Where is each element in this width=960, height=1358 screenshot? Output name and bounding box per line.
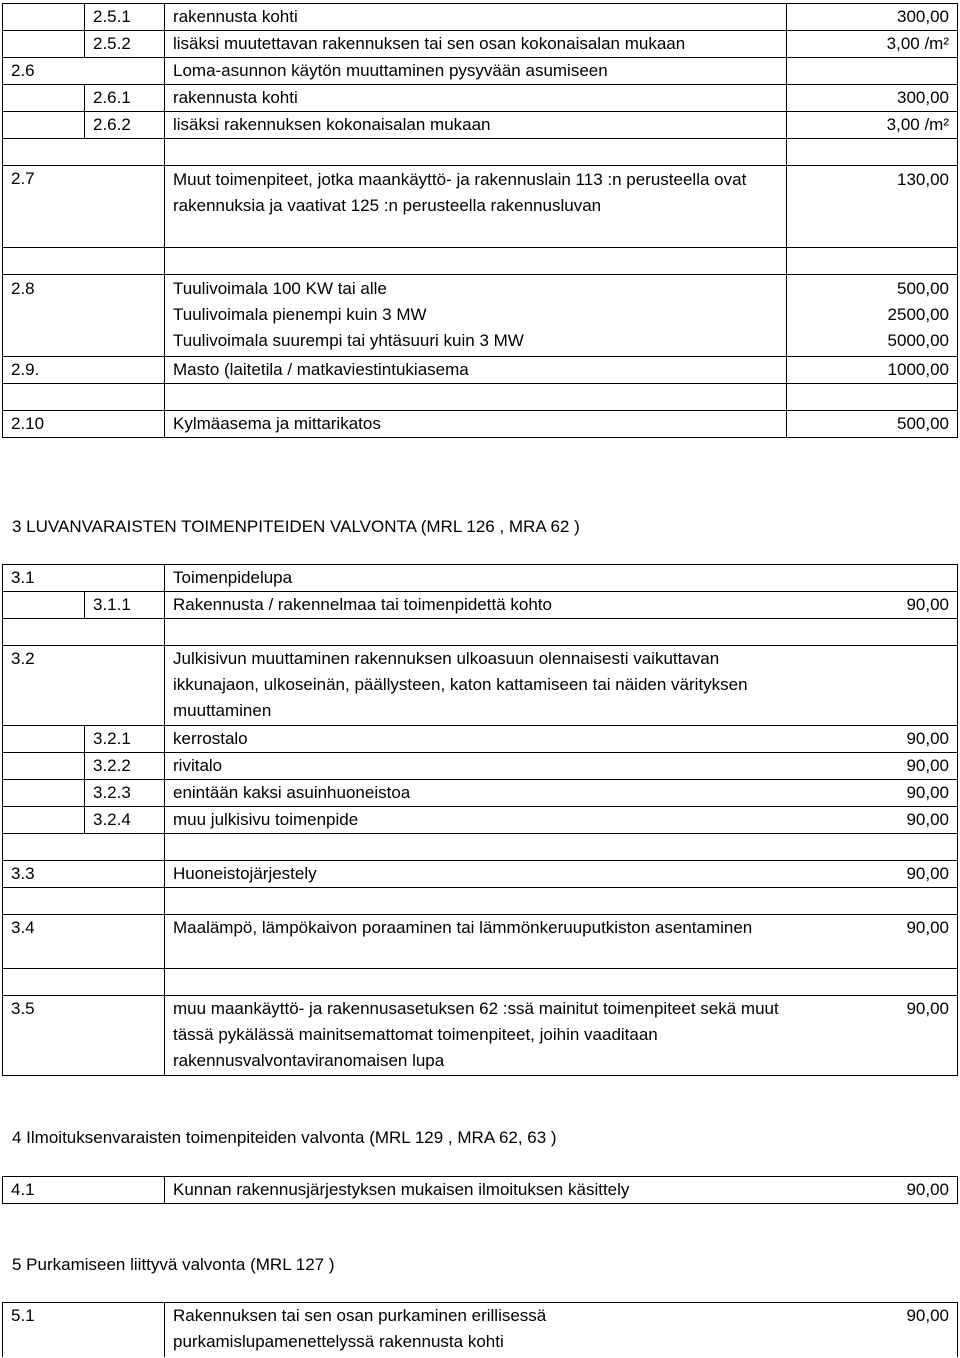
row-number: 3.2.4 — [85, 807, 165, 833]
row-number: 2.8 — [3, 275, 165, 356]
section-3-heading: 3 LUVANVARAISTEN TOIMENPITEIDEN VALVONTA (MRL 126 , MRA 62 ) — [12, 517, 580, 536]
section-4-heading: 4 Ilmoituksenvaraisten toimenpiteiden valvonta (MRL 129 , MRA 62, 63 ) — [12, 1128, 557, 1147]
row-text: Muut toimenpiteet, jotka maankäyttö- ja rakennuslain 113 :n perusteella ovat rakennuksia ja vaativat 125 :n perusteella rakennusluvan — [165, 166, 787, 247]
row-text: kerrostalo — [173, 729, 248, 748]
row-number: 3.2.3 — [85, 780, 165, 806]
row-price: 300,00 — [897, 88, 949, 107]
row-number: 3.3 — [3, 861, 165, 887]
row-text: Loma-asunnon käytön muuttaminen pysyvään asumiseen — [165, 58, 787, 84]
row-price: 90,00 — [906, 1306, 949, 1325]
row-price: 3,00 /m² — [886, 115, 949, 134]
row-price: 3,00 /m² — [886, 34, 949, 53]
row-price: 90,00 — [906, 783, 949, 802]
row-text: Rakennuksen tai sen osan purkaminen erillisessä purkamislupamenettelyssä rakennusta kohti — [173, 1306, 547, 1351]
row-price: 90,00 — [906, 756, 949, 775]
row-text: Masto (laitetila / matkaviestintukiasema — [165, 357, 787, 383]
row-number: 3.4 — [3, 915, 165, 968]
row-text: lisäksi muutettavan rakennuksen tai sen osan kokonaisalan mukaan — [165, 31, 787, 57]
row-price: 90,00 — [906, 595, 949, 614]
table-row — [2, 411, 958, 438]
table-row-spacer — [2, 384, 958, 411]
table-row — [2, 112, 958, 139]
row-price: 130,00 — [897, 170, 949, 189]
section-5-heading: 5 Purkamiseen liittyvä valvonta (MRL 127 ) — [12, 1255, 335, 1274]
row-number: 3.2.1 — [85, 726, 165, 752]
row-price: 90,00 — [906, 729, 949, 748]
table-row — [2, 58, 958, 85]
row-number: 3.2.2 — [85, 753, 165, 779]
row-text: Huoneistojärjestely — [173, 864, 317, 883]
row-number: 3.2 — [3, 646, 165, 725]
table-row — [2, 85, 958, 112]
row-text: rakennusta kohti — [165, 4, 787, 30]
table-row — [2, 592, 958, 619]
row-text: muu julkisivu toimenpide — [173, 810, 359, 829]
table-row — [2, 726, 958, 753]
turbine-price: 500,00 — [897, 279, 949, 298]
turbine-line: Tuulivoimala suurempi tai yhtäsuuri kuin 3 MW — [173, 331, 524, 350]
table-row-spacer — [2, 619, 958, 646]
row-text: rivitalo — [173, 756, 223, 775]
fee-table-section-5 — [2, 1302, 958, 1357]
row-price: 500,00 — [897, 414, 949, 433]
row-price: 300,00 — [897, 7, 949, 26]
row-text — [165, 275, 787, 356]
table-row — [2, 646, 958, 726]
row-price: 90,00 — [906, 918, 949, 937]
row-number: 3.5 — [3, 996, 165, 1075]
fee-table-section-3 — [2, 564, 958, 1076]
row-number: 2.7 — [3, 166, 165, 247]
row-text: Kylmäasema ja mittarikatos — [165, 411, 787, 437]
row-number: 5.1 — [3, 1303, 165, 1357]
table-row — [2, 996, 958, 1076]
row-text: Maalämpö, lämpökaivon poraaminen tai lämmönkeruuputkiston asentaminen — [173, 918, 753, 937]
row-number: 4.1 — [3, 1177, 165, 1203]
fee-table-section-2 — [2, 3, 958, 438]
row-text: Toimenpidelupa — [173, 568, 293, 587]
row-text: rakennusta kohti — [165, 85, 787, 111]
row-text: enintään kaksi asuinhuoneistoa — [173, 783, 411, 802]
table-row-spacer — [2, 888, 958, 915]
turbine-price: 5000,00 — [887, 331, 949, 350]
row-number: 3.1 — [3, 565, 165, 591]
row-text: lisäksi rakennuksen kokonaisalan mukaan — [165, 112, 787, 138]
row-text: Rakennusta / rakennelmaa tai toimenpidettä kohto — [173, 595, 552, 614]
table-row — [2, 753, 958, 780]
row-number: 2.9. — [3, 357, 165, 383]
turbine-price: 2500,00 — [887, 305, 949, 324]
row-number: 2.10 — [3, 411, 165, 437]
turbine-line: Tuulivoimala pienempi kuin 3 MW — [173, 305, 427, 324]
turbine-line: Tuulivoimala 100 KW tai alle — [173, 279, 387, 298]
table-row — [2, 915, 958, 969]
table-row — [2, 861, 958, 888]
table-row — [2, 357, 958, 384]
row-price: 1000,00 — [887, 360, 949, 379]
row-price: 90,00 — [906, 810, 949, 829]
row-price: 90,00 — [906, 864, 949, 883]
fee-table-section-4 — [2, 1176, 958, 1204]
row-text: Julkisivun muuttaminen rakennuksen ulkoasuun olennaisesti vaikuttavan ikkunajaon, ulkoseinän, päällysteen, katon kattamiseen tai näiden värityksen muuttaminen — [173, 649, 748, 720]
row-number: 2.6.1 — [85, 85, 165, 111]
row-text: muu maankäyttö- ja rakennusasetuksen 62 :ssä mainitut toimenpiteet sekä muut tässä pykälässä mainitsemattomat toimenpiteet, joihin vaaditaan rakennusvalvontaviranomaisen lupa — [173, 999, 779, 1070]
table-row — [2, 1303, 958, 1357]
table-row-spacer — [2, 834, 958, 861]
table-row-spacer — [2, 969, 958, 996]
table-row — [2, 4, 958, 31]
table-row — [2, 31, 958, 58]
table-row — [2, 780, 958, 807]
row-text: Kunnan rakennusjärjestyksen mukaisen ilmoituksen käsittely — [173, 1180, 630, 1199]
table-row — [2, 1177, 958, 1204]
table-row-spacer — [2, 139, 958, 166]
table-row — [2, 565, 958, 592]
table-row — [2, 275, 958, 357]
table-row — [2, 166, 958, 248]
row-number: 2.6.2 — [85, 112, 165, 138]
row-number: 3.1.1 — [85, 592, 165, 618]
row-price: 90,00 — [906, 999, 949, 1018]
row-number: 2.5.1 — [85, 4, 165, 30]
table-row — [2, 807, 958, 834]
row-number: 2.6 — [3, 58, 165, 84]
table-row-spacer — [2, 248, 958, 275]
row-number: 2.5.2 — [85, 31, 165, 57]
row-price — [787, 275, 957, 356]
row-price: 90,00 — [906, 1180, 949, 1199]
